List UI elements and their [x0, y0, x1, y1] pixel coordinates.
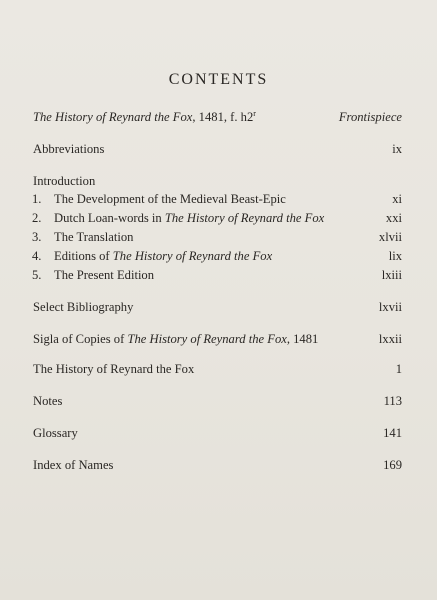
- toc-entry-title: Index of Names: [33, 458, 114, 472]
- toc-entry-title-post: , 1481: [286, 332, 319, 346]
- toc-entry-title: The Translation: [54, 230, 134, 244]
- toc-subentry-4: [0, 246, 437, 266]
- toc-entry-title: [33, 107, 256, 127]
- toc-entry-title: The History of Reynard the Fox: [33, 362, 195, 376]
- toc-entry-glossary: [0, 423, 437, 443]
- toc-subentry-number: 2.: [32, 211, 42, 225]
- toc-entry-page: xxi: [385, 211, 402, 225]
- recto-superscript: r: [253, 109, 256, 118]
- toc-entry-title-pre: Sigla of Copies of: [33, 332, 128, 346]
- toc-entry-title-pre: Editions of: [54, 249, 113, 263]
- toc-entry-title: [54, 246, 272, 266]
- toc-entry-page: 141: [383, 426, 402, 440]
- toc-entry-notes: [0, 391, 437, 411]
- toc-entry-title: The Present Edition: [54, 268, 155, 282]
- toc-entry-title: Select Bibliography: [33, 300, 134, 314]
- toc-subentry-1: [0, 189, 437, 209]
- toc-subentry-number: 1.: [32, 192, 42, 206]
- toc-entry-title-italic: The History of Reynard the Fox: [33, 110, 193, 124]
- toc-entry-introduction: [0, 171, 437, 191]
- toc-subentry-number: 4.: [32, 249, 42, 263]
- toc-entry-title-italic: The History of Reynard the Fox: [112, 249, 273, 263]
- toc-entry-title: Introduction: [33, 174, 96, 188]
- contents-heading: CONTENTS: [168, 71, 269, 88]
- toc-subentry-3: [0, 227, 437, 247]
- toc-entry-title: The Development of the Medieval Beast-Epic: [54, 192, 286, 206]
- toc-entry-text: [0, 359, 437, 379]
- toc-subentry-5: [0, 265, 437, 285]
- toc-entry-sigla: [0, 329, 437, 349]
- toc-entry-frontispiece: [0, 107, 437, 127]
- toc-entry-title: Glossary: [33, 426, 78, 440]
- toc-entry-page: Frontispiece: [338, 110, 402, 124]
- toc-entry-title: Notes: [33, 394, 63, 408]
- toc-entry-title: Abbreviations: [33, 142, 105, 156]
- toc-entry-page: lix: [388, 249, 402, 263]
- toc-entry-title: [54, 208, 324, 228]
- toc-subentry-2: [0, 208, 437, 228]
- toc-entry-index: [0, 455, 437, 475]
- toc-subentry-number: 5.: [32, 268, 42, 282]
- toc-entry-page: xi: [392, 192, 402, 206]
- toc-entry-abbreviations: [0, 139, 437, 159]
- toc-entry-page: 169: [383, 458, 402, 472]
- toc-entry-page: 1: [395, 362, 402, 376]
- toc-entry-page: 113: [383, 394, 402, 408]
- toc-entry-page: lxvii: [378, 300, 402, 314]
- toc-entry-title-pre: Dutch Loan-words in: [54, 211, 165, 225]
- toc-entry-title-italic: The History of Reynard the Fox: [164, 211, 325, 225]
- toc-entry-bibliography: [0, 297, 437, 317]
- toc-entry-page: lxxii: [378, 332, 402, 346]
- toc-entry-title: [33, 329, 318, 349]
- toc-entry-title-italic: The History of Reynard the Fox: [127, 332, 287, 346]
- toc-entry-page: lxiii: [381, 268, 402, 282]
- toc-entry-page: ix: [392, 142, 402, 156]
- toc-entry-page: xlvii: [378, 230, 402, 244]
- toc-subentry-number: 3.: [32, 230, 42, 244]
- toc-entry-title-rest: , 1481, f. h2: [192, 110, 254, 124]
